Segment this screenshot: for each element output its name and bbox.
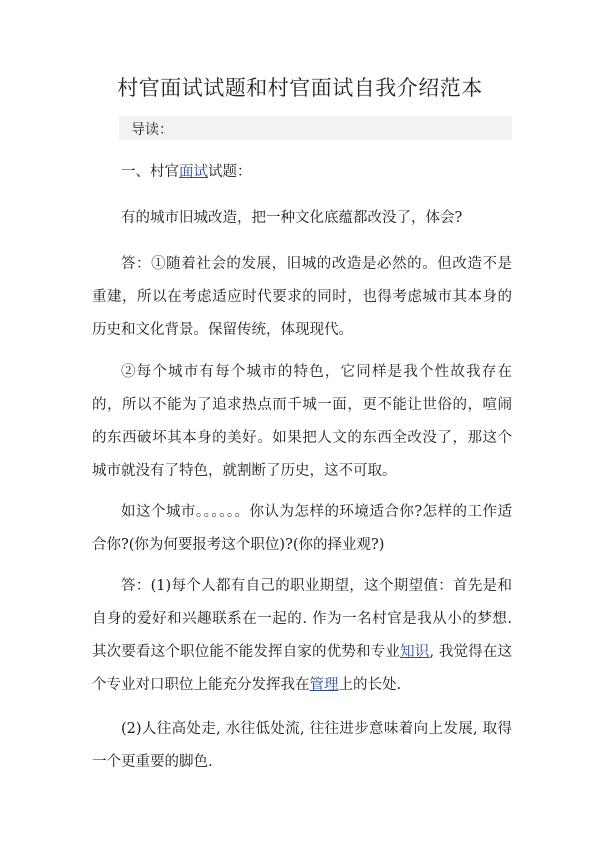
- intro-label: 导读：: [131, 122, 173, 138]
- question-2: 如这个城市。。。。。。你认为怎样的环境适合你?怎样的工作适合你?(你为何要报考这个职位)?(你的择业观?): [92, 504, 512, 553]
- answer-2-text-3: 上的长处.: [338, 677, 402, 693]
- answer-2-paragraph-2: (2)人往高处走, 水往低处流, 往往进步意味着向上发展, 取得一个更重要的脚色.: [92, 721, 512, 770]
- section-heading-suffix: 试题：: [208, 164, 252, 180]
- question-1: 有的城市旧城改造，把一种文化底蕴都改没了，体会?: [121, 210, 463, 226]
- answer-2-text-1: 答：(1)每个人都有自己的职业期望，这个期望值：首先是和自身的爱好和兴趣联系在一起的. 作为一名村官是我从小的梦想. 其次要看这个职位能不能发挥自家的优势和专业: [92, 578, 512, 660]
- section-heading-prefix: 一、村官: [121, 164, 179, 180]
- intro-bar: [119, 116, 512, 140]
- answer-2-paragraph-1: [92, 570, 512, 702]
- section-heading: [92, 156, 512, 189]
- page-title: 村官面试试题和村官面试自我介绍范本: [117, 76, 483, 100]
- answer-1-paragraph-2: ②每个城市有每个城市的特色，它同样是我个性故我存在的，所以不能为了追求热点而千城一面，更不能让世俗的，喧闹的东西破坏其本身的美好。如果把人文的东西全改没了，那这个城市就没有了特色，就割断了历史，这不可取。: [92, 364, 512, 479]
- answer-2-text-2: , 我觉得在这个专业对口职位上能充分发挥我在: [92, 644, 513, 693]
- interview-link[interactable]: 面试: [179, 164, 208, 180]
- management-link[interactable]: 管理: [309, 677, 339, 693]
- answer-1-paragraph-1: 答：①随着社会的发展，旧城的改造是必然的。但改造不是重建，所以在考虑适应时代要求的同时，也得考虑城市其本身的历史和文化背景。保留传统，体现现代。: [92, 256, 512, 338]
- knowledge-link[interactable]: 知识: [400, 644, 430, 660]
